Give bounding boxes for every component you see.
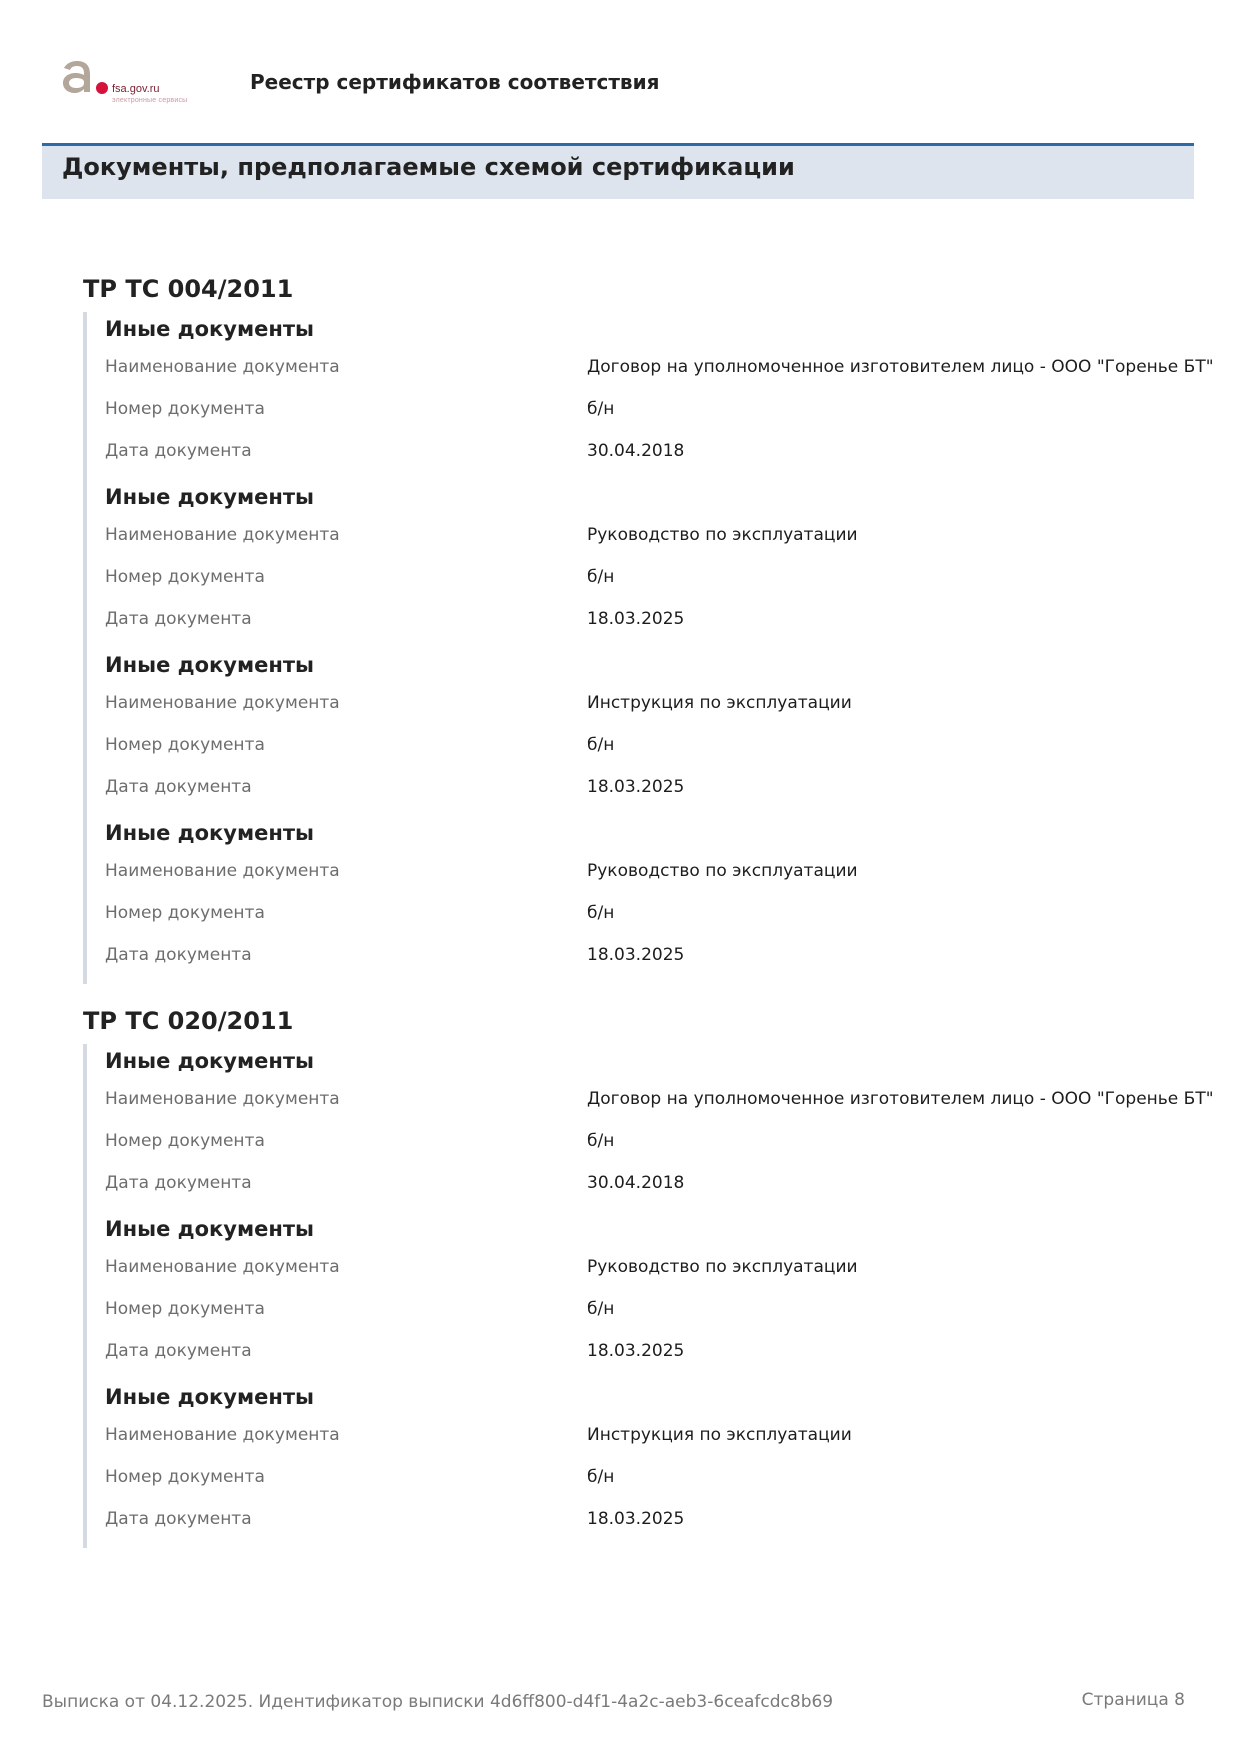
document-date-label: Дата документа [105, 1341, 252, 1361]
document-date-label: Дата документа [105, 441, 252, 461]
document-number-row [105, 388, 1213, 430]
document-name-value: Руководство по эксплуатации [587, 525, 858, 545]
document-type: Иные документы [105, 1217, 315, 1241]
document-number-row [105, 1288, 1213, 1330]
document-date-row [105, 1498, 1213, 1540]
document-entry [105, 1044, 1213, 1212]
document-number-label: Номер документа [105, 1299, 265, 1319]
document-name-value: Руководство по эксплуатации [587, 861, 858, 881]
document-date-row [105, 1330, 1213, 1372]
document-number-value: б/н [587, 1131, 615, 1151]
document-entry [105, 1380, 1213, 1538]
section-header [42, 143, 1194, 199]
document-number-value: б/н [587, 903, 615, 923]
document-number-value: б/н [587, 735, 615, 755]
document-entry [105, 480, 1213, 648]
page-header [60, 56, 1180, 116]
document-type: Иные документы [105, 1049, 315, 1073]
document-date-label: Дата документа [105, 1509, 252, 1529]
document-number-row [105, 724, 1213, 766]
regulation-group-004-2011 [83, 270, 1213, 984]
logo-domain-text: fsa.gov.ru [112, 83, 160, 95]
regulation-group-020-2011 [83, 1002, 1213, 1548]
document-name-label: Наименование документа [105, 357, 340, 377]
document-number-label: Номер документа [105, 735, 265, 755]
fsa-logo[interactable] [60, 56, 210, 112]
document-date-label: Дата документа [105, 1173, 252, 1193]
document-date-value: 30.04.2018 [587, 441, 685, 461]
document-name-value: Инструкция по эксплуатации [587, 693, 852, 713]
document-date-label: Дата документа [105, 945, 252, 965]
document-date-label: Дата документа [105, 777, 252, 797]
document-type: Иные документы [105, 485, 315, 509]
fsa-logo-icon [60, 56, 112, 100]
document-date-value: 18.03.2025 [587, 1509, 685, 1529]
regulation-documents [83, 1044, 1213, 1548]
document-date-value: 18.03.2025 [587, 945, 685, 965]
document-name-label: Наименование документа [105, 525, 340, 545]
document-number-label: Номер документа [105, 567, 265, 587]
document-name-label: Наименование документа [105, 693, 340, 713]
document-entry [105, 816, 1213, 974]
document-name-label: Наименование документа [105, 1425, 340, 1445]
document-number-label: Номер документа [105, 903, 265, 923]
document-number-value: б/н [587, 567, 615, 587]
document-number-row [105, 1456, 1213, 1498]
document-name-value: Договор на уполномоченное изготовителем лицо - ООО "Горенье БТ" [587, 1089, 1214, 1109]
document-number-label: Номер документа [105, 399, 265, 419]
document-date-row [105, 430, 1213, 472]
document-name-row [105, 682, 1213, 724]
section-title: Документы, предполагаемые схемой сертификации [62, 153, 795, 181]
document-entry [105, 1212, 1213, 1380]
document-number-label: Номер документа [105, 1131, 265, 1151]
document-date-label: Дата документа [105, 609, 252, 629]
document-number-value: б/н [587, 399, 615, 419]
document-name-row [105, 850, 1213, 892]
registry-title: Реестр сертификатов соответствия [250, 70, 660, 94]
document-date-value: 18.03.2025 [587, 609, 685, 629]
document-date-value: 30.04.2018 [587, 1173, 685, 1193]
regulation-title: ТР ТС 004/2011 [83, 275, 294, 303]
document-number-value: б/н [587, 1467, 615, 1487]
document-number-value: б/н [587, 1299, 615, 1319]
document-type: Иные документы [105, 821, 315, 845]
document-date-row [105, 1162, 1213, 1204]
document-type: Иные документы [105, 653, 315, 677]
document-date-row [105, 934, 1213, 976]
footer-page-number: Страница 8 [1081, 1690, 1185, 1710]
document-name-label: Наименование документа [105, 861, 340, 881]
document-type: Иные документы [105, 317, 315, 341]
document-date-value: 18.03.2025 [587, 1341, 685, 1361]
footer-extract-info: Выписка от 04.12.2025. Идентификатор выписки 4d6ff800-d4f1-4a2c-aeb3-6ceafcdc8b69 [42, 1692, 834, 1712]
document-date-value: 18.03.2025 [587, 777, 685, 797]
document-entry [105, 648, 1213, 816]
document-entry [105, 312, 1213, 480]
document-number-row [105, 1120, 1213, 1162]
document-date-row [105, 766, 1213, 808]
document-date-row [105, 598, 1213, 640]
document-type: Иные документы [105, 1385, 315, 1409]
document-name-label: Наименование документа [105, 1089, 340, 1109]
document-name-value: Договор на уполномоченное изготовителем лицо - ООО "Горенье БТ" [587, 357, 1214, 377]
document-name-value: Руководство по эксплуатации [587, 1257, 858, 1277]
document-number-row [105, 892, 1213, 934]
document-name-row [105, 514, 1213, 556]
document-name-label: Наименование документа [105, 1257, 340, 1277]
logo-subtitle: электронные сервисы [112, 97, 188, 104]
document-name-row [105, 1246, 1213, 1288]
document-name-value: Инструкция по эксплуатации [587, 1425, 852, 1445]
document-name-row [105, 1414, 1213, 1456]
document-name-row [105, 1078, 1213, 1120]
document-number-row [105, 556, 1213, 598]
document-name-row [105, 346, 1213, 388]
regulation-title: ТР ТС 020/2011 [83, 1007, 294, 1035]
regulation-documents [83, 312, 1213, 984]
document-number-label: Номер документа [105, 1467, 265, 1487]
